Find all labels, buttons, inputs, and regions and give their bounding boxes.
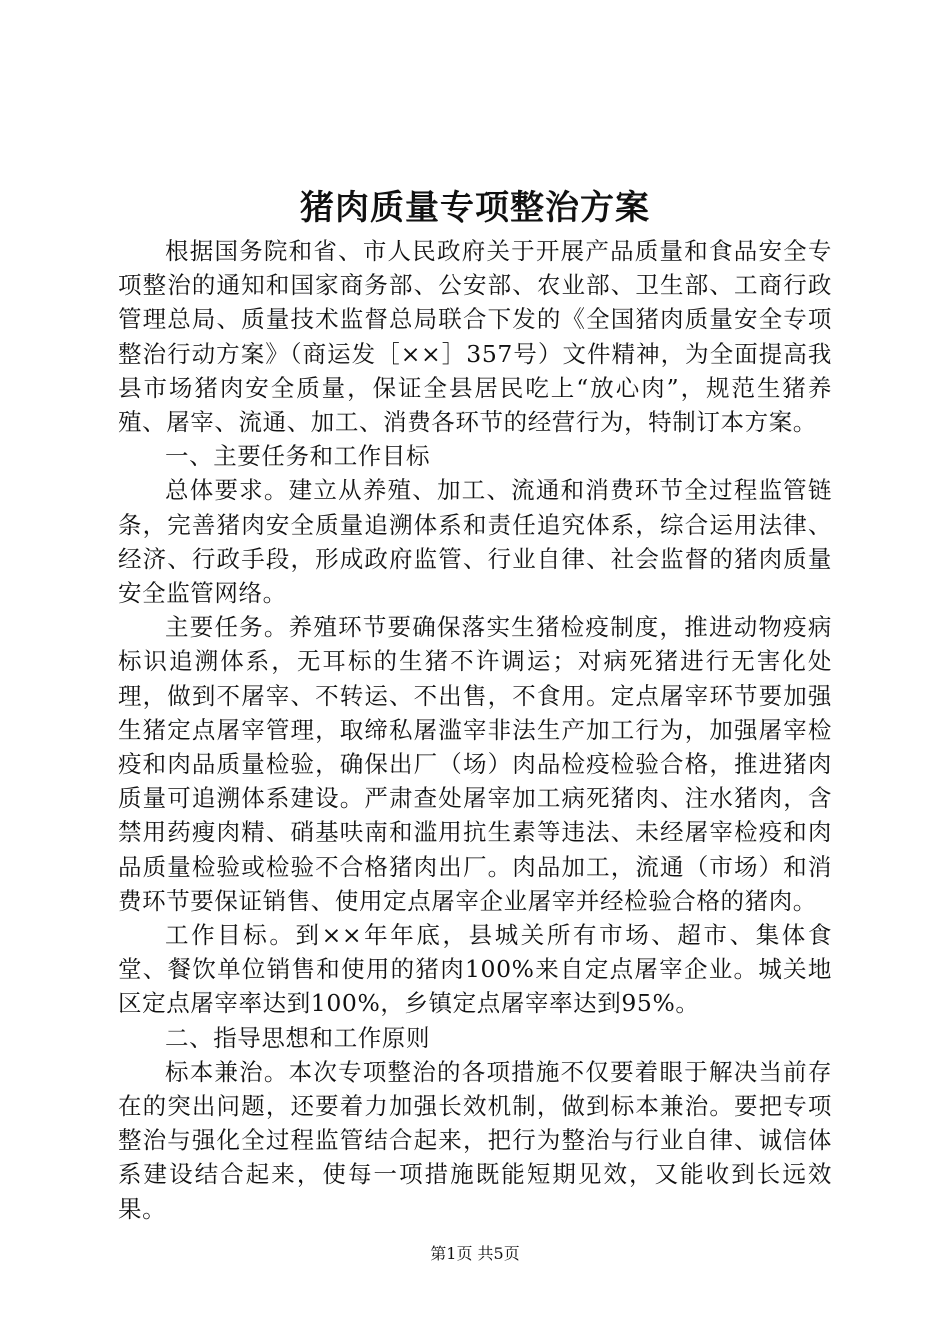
- intro-paragraph: 根据国务院和省、市人民政府关于开展产品质量和食品安全专项整治的通知和国家商务部、公安部、农业部、卫生部、工商行政管理总局、质量技术监督总局联合下发的《全国猪肉质量安全专项整治行动方案》（商运发［××］357号）文件精神，为全面提高我县市场猪肉安全质量，保证全县居民吃上“放心肉”，规范生猪养殖、屠宰、流通、加工、消费各环节的经营行为，特制订本方案。: [118, 237, 832, 437]
- work-goals-paragraph: 工作目标。到××年年底，县城关所有市场、超市、集体食堂、餐饮单位销售和使用的猪肉100%来自定点屠宰企业。城关地区定点屠宰率达到100%，乡镇定点屠宰率达到95%。: [118, 921, 832, 1018]
- overall-requirements-paragraph: 总体要求。建立从养殖、加工、流通和消费环节全过程监管链条，完善猪肉安全质量追溯体系和责任追究体系，综合运用法律、经济、行政手段，形成政府监管、行业自律、社会监督的猪肉质量安全监管网络。: [118, 476, 832, 608]
- principles-paragraph: 标本兼治。本次专项整治的各项措施不仅要着眼于解决当前存在的突出问题，还要着力加强长效机制，做到标本兼治。要把专项整治与强化全过程监管结合起来，把行为整治与行业自律、诚信体系建设结合起来，使每一项措施既能短期见效，又能收到长远效果。: [118, 1057, 832, 1223]
- document-body: [118, 234, 832, 1226]
- section-heading-2: 二、指导思想和工作原则: [165, 1023, 431, 1052]
- main-tasks-paragraph: 主要任务。养殖环节要确保落实生猪检疫制度，推进动物疫病标识追溯体系，无耳标的生猪不许调运；对病死猪进行无害化处理，做到不屠宰、不转运、不出售，不食用。定点屠宰环节要加强生猪定点屠宰管理，取缔私屠滥宰非法生产加工行为，加强屠宰检疫和肉品质量检验，确保出厂（场）肉品检疫检验合格，推进猪肉质量可追溯体系建设。严肃查处屠宰加工病死猪肉、注水猪肉，含禁用药瘦肉精、硝基呋南和滥用抗生素等违法、未经屠宰检疫和肉品质量检验或检验不合格猪肉出厂。肉品加工，流通（市场）和消费环节要保证销售、使用定点屠宰企业屠宰并经检验合格的猪肉。: [118, 613, 832, 915]
- document-title: 猪肉质量专项整治方案: [300, 188, 650, 228]
- page-footer: 第1页 共5页: [430, 1244, 520, 1263]
- section-heading-1: 一、主要任务和工作目标: [165, 442, 431, 471]
